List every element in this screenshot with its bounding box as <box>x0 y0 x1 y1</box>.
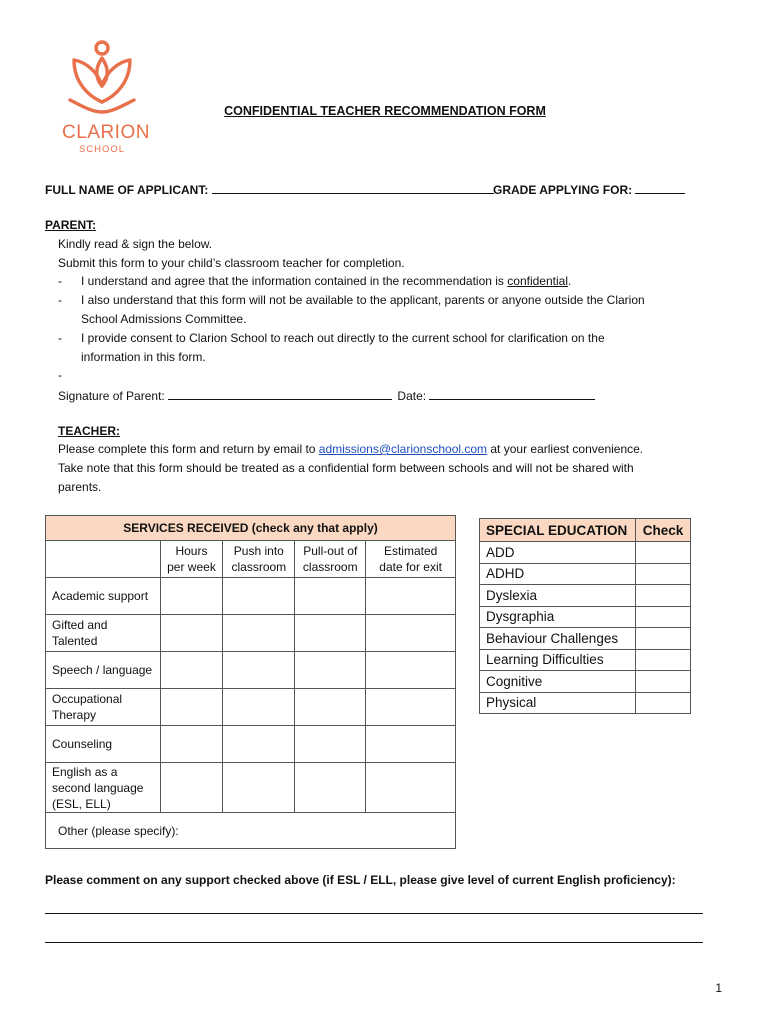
comment-label: Please comment on any support checked above (if ESL / ELL, please give level of current English proficiency): <box>45 873 676 887</box>
table-row <box>480 671 691 693</box>
service-label-esl: English as a second language (ESL, ELL) <box>46 763 161 813</box>
service-cell[interactable] <box>223 689 295 726</box>
comment-line-1[interactable] <box>45 913 703 914</box>
service-label-occupational-therapy: Occupational Therapy <box>46 689 161 726</box>
admissions-email-link[interactable]: admissions@clarionschool.com <box>318 442 488 456</box>
service-cell[interactable] <box>295 726 366 763</box>
signature-label: Signature of Parent: <box>58 389 165 403</box>
date-field[interactable] <box>429 387 595 400</box>
bullet-marker: - <box>58 293 62 307</box>
grade-label: GRADE APPLYING FOR: <box>493 183 633 197</box>
sped-item-dyslexia: Dyslexia <box>480 585 636 607</box>
check-cell[interactable] <box>636 542 691 564</box>
table-row <box>480 628 691 650</box>
page-title: CONFIDENTIAL TEACHER RECOMMENDATION FORM <box>224 104 546 118</box>
table-row <box>480 649 691 671</box>
table-row <box>46 652 456 689</box>
check-cell[interactable] <box>636 671 691 693</box>
service-cell[interactable] <box>223 578 295 615</box>
service-cell[interactable] <box>366 726 456 763</box>
parent-intro-1: Kindly read & sign the below. <box>58 237 213 251</box>
service-label-academic-support: Academic support <box>46 578 161 615</box>
services-header: SERVICES RECEIVED (check any that apply) <box>46 516 456 541</box>
teacher-line-2: Take note that this form should be treated as a confidential form between schools and will not be shared with <box>58 461 634 475</box>
service-cell[interactable] <box>160 578 223 615</box>
service-cell[interactable] <box>295 763 366 813</box>
check-cell[interactable] <box>636 628 691 650</box>
table-row <box>46 615 456 652</box>
col-hours-per-week: Hours per week <box>160 541 223 578</box>
applicant-row <box>45 181 494 197</box>
table-row <box>46 813 456 849</box>
service-label-gifted-talented: Gifted and Talented <box>46 615 161 652</box>
service-cell[interactable] <box>160 726 223 763</box>
date-label: Date: <box>397 389 427 403</box>
check-header: Check <box>636 519 691 542</box>
service-cell[interactable] <box>366 763 456 813</box>
comment-line-2[interactable] <box>45 942 703 943</box>
check-cell[interactable] <box>636 585 691 607</box>
teacher-line-1 <box>58 442 643 456</box>
teacher-instruction-end: at your earliest convenience. <box>487 442 644 456</box>
special-education-table <box>479 518 691 714</box>
sped-item-behaviour-challenges: Behaviour Challenges <box>480 628 636 650</box>
parent-heading: PARENT: <box>45 218 97 232</box>
services-blank-header <box>46 541 161 578</box>
bullet-1-emphasis: confidential <box>507 274 568 288</box>
parent-intro-2: Submit this form to your child’s classroom teacher for completion. <box>58 256 405 270</box>
table-row <box>46 578 456 615</box>
service-cell[interactable] <box>160 615 223 652</box>
table-row <box>46 726 456 763</box>
sped-item-physical: Physical <box>480 692 636 714</box>
table-row <box>480 606 691 628</box>
sped-item-dysgraphia: Dysgraphia <box>480 606 636 628</box>
school-subtitle: SCHOOL <box>78 144 126 155</box>
col-push-into-classroom: Push into classroom <box>223 541 295 578</box>
teacher-heading: TEACHER: <box>58 424 120 438</box>
service-cell[interactable] <box>366 578 456 615</box>
applicant-name-label: FULL NAME OF APPLICANT: <box>45 183 209 197</box>
check-cell[interactable] <box>636 606 691 628</box>
bullet-marker: - <box>58 274 62 288</box>
page-number: 1 <box>715 981 722 995</box>
service-cell[interactable] <box>295 689 366 726</box>
bullet-1-text: I understand and agree that the information contained in the recommendation is <box>81 274 508 288</box>
service-cell[interactable] <box>223 763 295 813</box>
service-cell[interactable] <box>366 615 456 652</box>
grade-row <box>493 181 685 197</box>
service-cell[interactable] <box>366 652 456 689</box>
check-cell[interactable] <box>636 649 691 671</box>
table-row <box>480 585 691 607</box>
service-cell[interactable] <box>366 689 456 726</box>
service-cell[interactable] <box>160 763 223 813</box>
service-cell[interactable] <box>295 652 366 689</box>
service-cell[interactable] <box>223 726 295 763</box>
service-cell[interactable] <box>295 578 366 615</box>
service-cell[interactable] <box>223 615 295 652</box>
service-cell[interactable] <box>160 652 223 689</box>
check-cell[interactable] <box>636 563 691 585</box>
table-row <box>480 563 691 585</box>
parent-bullet-3-line-1: I provide consent to Clarion School to reach out directly to the current school for clarification on the <box>81 331 605 345</box>
sped-item-adhd: ADHD <box>480 563 636 585</box>
sped-item-cognitive: Cognitive <box>480 671 636 693</box>
signature-field[interactable] <box>168 387 392 400</box>
service-cell[interactable] <box>160 689 223 726</box>
table-row <box>46 689 456 726</box>
service-label-counseling: Counseling <box>46 726 161 763</box>
services-table <box>45 515 456 849</box>
table-row <box>480 692 691 714</box>
grade-field[interactable] <box>635 181 685 194</box>
applicant-name-field[interactable] <box>212 181 494 194</box>
table-row <box>480 542 691 564</box>
service-other-field[interactable]: Other (please specify): <box>46 813 456 849</box>
service-cell[interactable] <box>223 652 295 689</box>
special-education-header: SPECIAL EDUCATION <box>480 519 636 542</box>
col-pull-out-of-classroom: Pull-out of classroom <box>295 541 366 578</box>
service-cell[interactable] <box>295 615 366 652</box>
parent-bullet-2-line-2: School Admissions Committee. <box>81 312 247 326</box>
parent-signature-row <box>58 387 595 403</box>
school-logo <box>62 38 150 160</box>
parent-bullet-2-line-1: I also understand that this form will not be available to the applicant, parents or anyone outside the Clarion <box>81 293 645 307</box>
col-estimated-exit-date: Estimated date for exit <box>366 541 456 578</box>
bullet-marker: - <box>58 368 62 382</box>
sped-item-learning-difficulties: Learning Difficulties <box>480 649 636 671</box>
service-label-speech-language: Speech / language <box>46 652 161 689</box>
parent-bullet-3-line-2: information in this form. <box>81 350 206 364</box>
teacher-instruction: Please complete this form and return by email to <box>58 442 319 456</box>
check-cell[interactable] <box>636 692 691 714</box>
parent-bullet-1 <box>81 274 571 288</box>
teacher-line-3: parents. <box>58 480 102 494</box>
sped-item-add: ADD <box>480 542 636 564</box>
bullet-1-end: . <box>568 274 572 288</box>
school-name: CLARION <box>62 122 150 143</box>
bullet-marker: - <box>58 331 62 345</box>
table-row <box>46 763 456 813</box>
